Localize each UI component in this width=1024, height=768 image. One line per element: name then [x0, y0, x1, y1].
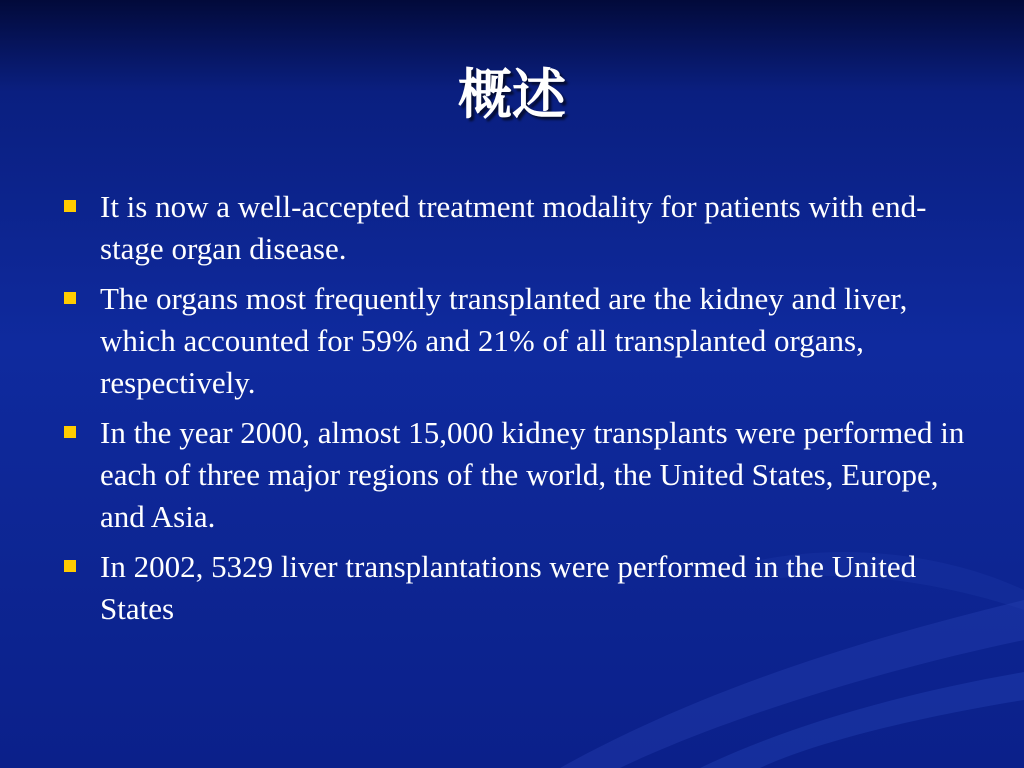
bullet-item [62, 278, 972, 404]
slide-title: 概述 [458, 63, 566, 126]
square-bullet-icon [64, 200, 76, 212]
bullet-list [62, 186, 972, 638]
square-bullet-icon [64, 292, 76, 304]
bullet-text: In 2002, 5329 liver transplantations were performed in the United States [100, 549, 917, 626]
bullet-item [62, 186, 972, 270]
bullet-item [62, 412, 972, 538]
bullet-text: It is now a well-accepted treatment modality for patients with end-stage organ disease. [100, 189, 927, 266]
bullet-text: In the year 2000, almost 15,000 kidney transplants were performed in each of three major regions of the world, the United States, Europe, and Asia. [100, 415, 965, 534]
square-bullet-icon [64, 426, 76, 438]
bullet-item [62, 546, 972, 630]
bullet-text: The organs most frequently transplanted are the kidney and liver, which accounted for 59% and 21% of all transplanted organs, respectively. [100, 281, 908, 400]
square-bullet-icon [64, 560, 76, 572]
